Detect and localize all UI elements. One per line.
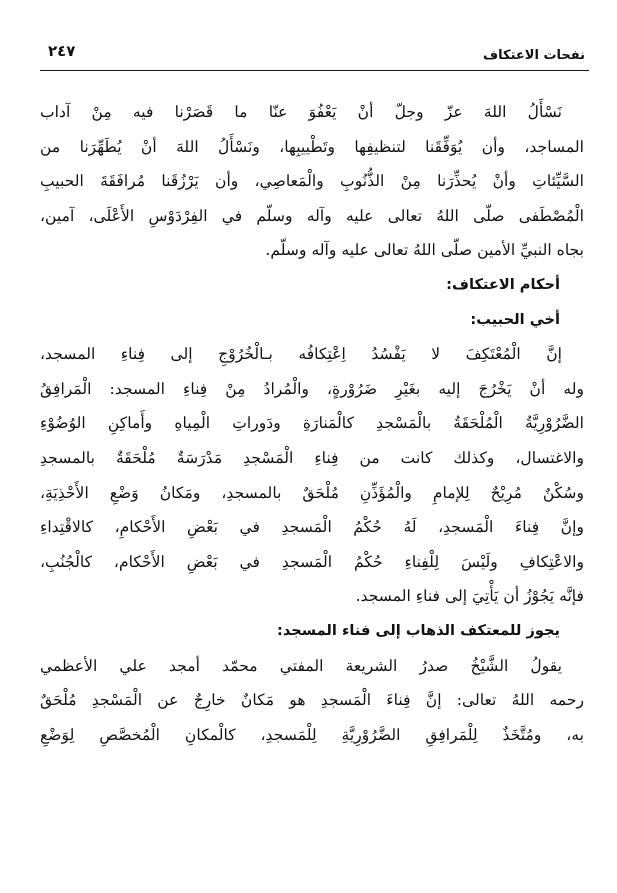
body-text <box>40 95 584 752</box>
text-line: الْمُصْطَفى صلّى اللهُ تعالى عليه وآله وسلّم في الفِرْدَوْسِ الأَعْلَى، آمين، <box>40 206 584 225</box>
text-line: والاغتسال، وكذلك كانت من فِناءِ الْمَسْجدِ مَدْرَسَةٌ مُلْحَقَةٌ بالمسجدِ <box>40 448 584 467</box>
section-heading: أحكام الاعتكاف: <box>446 275 560 293</box>
text-line: المساجد، وأن يُوَفِّقَنا لتنظيفِها وتَطْييبِها، ونَسْأَلُ اللهَ أنْ يُطَهِّرَنا من <box>40 137 584 156</box>
text-line: السَّيِّئاتِ وأنْ يُحذِّرَنا مِنْ الذُّنُوبِ والْمَعاصِي، وأن يَرْزُقَنا مُرافَقَةَ الحبيبِ <box>40 172 584 191</box>
text-line: وسُكْنٌ مُرِيْحٌ لِلإمامِ والْمُؤَذِّنِ مُلْحَقٌ بالمسجدِ، ومَكانُ وَضْعِ الأَحْذِيَةِ، <box>40 483 584 502</box>
text-line: نَسْأَلُ اللهَ عزّ وجلّ أنْ يَعْفُوَ عنّا ما قَصَرْنا فيه مِنْ آداب <box>40 103 562 121</box>
text-line: الضَّرُوْرِيَّةُ الْمُلْحَقَةُ بالْمَسْجدِ كالْمَنارَةِ ودَوراتِ الْمِياهِ وأَماكِنِ الوُضُوْءِ <box>40 414 584 433</box>
text-line: إنَّ الْمُعْتَكِفَ لا يَفْسُدُ اِعْتِكافُه بـالْخُرُوْجِ إلى فِناءِ المسجد، <box>40 345 562 364</box>
text-line: فإنَّه يَجُوْزُ أن يَأْتِيَ إلى فناءِ المسجد. <box>355 587 584 606</box>
running-title: نفحات الاعتكاف <box>483 48 585 63</box>
text-line: والاعْتِكافِ ولَيْسَ لِلْفِناءِ حُكْمُ الْمَسجدِ في بَعْضِ الأَحْكام، كالْجُنُبِ، <box>40 552 584 571</box>
header-rule <box>40 70 589 71</box>
text-line: بجاه النبيِّ الأمين صلّى اللهُ تعالى عليه وآله وسلّم. <box>265 241 584 260</box>
page-header <box>40 38 587 68</box>
section-heading: أخي الحبيب: <box>470 310 560 328</box>
page-number: ٢٤٧ <box>48 42 76 60</box>
text-line: رحمه اللهُ تعالى: إنَّ فِناءَ الْمَسجدِ هو مَكانٌ خارِجٌ عن الْمَسْجدِ مُلْحَقٌ <box>40 691 584 710</box>
text-line: وله أنْ يَخْرُجَ إليه بغَيْرِ ضَرُوْرةٍ، والْمُرادُ مِنْ فِناءِ المسجد: الْمَرافِقُ <box>40 379 584 398</box>
text-line: وإنَّ فِناءَ الْمَسجدِ، لَهُ حُكْمُ الْمَسجدِ في بَعْضِ الأَحْكامِ، كالاقْتِداءِ <box>40 518 584 537</box>
section-heading: يجوز للمعتكف الذهاب إلى فناء المسجد: <box>276 621 560 639</box>
text-line: يقولُ الشَّيْخُ صدرُ الشريعة المفتي محمّد أمجد علي الأعظمي <box>40 656 562 675</box>
text-line: به، ومُتَّخَذٌ لِلْمَرافِقِ الضَّرُوْرِيَّةِ لِلْمَسجدِ، كالْمكانِ الْمُخصَّصِ لِوَضْعِ <box>40 725 584 744</box>
